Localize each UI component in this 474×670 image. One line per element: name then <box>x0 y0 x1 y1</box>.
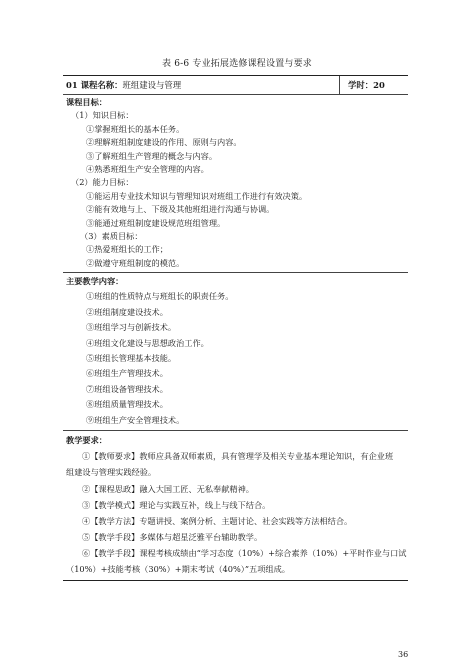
knowledge-item: ④熟悉班组生产安全管理的内容。 <box>86 163 209 174</box>
ability-item: ①能运用专业技术知识与管理知识对班组工作进行有效决策。 <box>86 190 308 201</box>
quality-item: ①热爱班组长的工作； <box>86 244 168 255</box>
requirements-line: （10%）+技能考核（30%）+期末考试（40%）”五项组成。 <box>66 564 290 575</box>
requirements-line: ①【教师要求】教师应具备双师素质，具有管理学及相关专业基本理论知识，有企业班 <box>82 451 394 462</box>
objectives-section <box>63 95 408 273</box>
knowledge-item: ②理解班组制度建设的作用、原则与内容。 <box>86 137 242 148</box>
content-item: ⑧班组质量管理技术。 <box>86 399 168 410</box>
requirements-section <box>63 431 408 580</box>
course-header-row <box>63 76 408 95</box>
requirements-line: ③【教学模式】理论与实践互补，线上与线下结合。 <box>82 499 271 510</box>
course-name-cell <box>63 76 339 94</box>
page-number: 36 <box>398 650 409 659</box>
ability-item: ②能有效地与上、下级及其他班组进行沟通与协调。 <box>86 204 275 215</box>
content-item: ⑨班组生产安全管理技术。 <box>86 414 185 425</box>
requirements-line: 组建设与管理实践经验。 <box>66 467 157 478</box>
knowledge-title: （1）知识目标： <box>71 110 134 121</box>
content-item: ④班组文化建设与思想政治工作。 <box>86 337 209 348</box>
quality-item: ②做遵守班组制度的模范。 <box>86 257 185 268</box>
knowledge-item: ③了解班组生产管理的概念与内容。 <box>86 150 218 161</box>
requirements-line: ④【教学方法】专题讲授、案例分析、主题讨论、社会实践等方法相结合。 <box>82 515 353 526</box>
course-hours-cell: 学时：20 <box>339 76 408 94</box>
content-item: ⑥班组生产管理技术。 <box>86 368 168 379</box>
objectives-title: 课程目标： <box>66 97 107 107</box>
requirements-line: ⑤【教学手段】多媒体与超星泛雅平台辅助教学。 <box>82 532 263 543</box>
content-item: ③班组学习与创新技术。 <box>86 322 177 333</box>
course-table <box>63 75 408 581</box>
requirements-line: ⑥【教学手段】课程考核成绩由“学习态度（10%）+综合素养（10%）+平时作业与口试 <box>82 548 407 559</box>
content-item: ⑦班组设备管理技术。 <box>86 383 168 394</box>
knowledge-item: ①掌握班组长的基本任务。 <box>86 123 185 134</box>
course-name-value: 班组建设与管理 <box>122 80 182 90</box>
table-caption: 表 6-6 专业拓展选修课程设置与要求 <box>161 59 313 69</box>
content-item: ①班组的性质特点与班组长的职责任务。 <box>86 291 234 302</box>
quality-title: （3）素质目标： <box>80 230 143 241</box>
ability-title: （2）能力目标： <box>71 177 134 188</box>
requirements-line: ②【课程思政】融入大国工匠、无私奉献精神。 <box>82 483 254 494</box>
ability-item: ③能通过班组制度建设规范班组管理。 <box>86 217 226 228</box>
content-item: ②班组制度建设技术。 <box>86 306 168 317</box>
content-item: ⑤班组长管理基本技能。 <box>86 353 177 364</box>
requirements-title: 教学要求： <box>66 434 107 445</box>
content-section <box>63 273 408 431</box>
content-title: 主要教学内容： <box>66 276 124 287</box>
course-name-label: 01 课程名称： <box>66 80 123 90</box>
